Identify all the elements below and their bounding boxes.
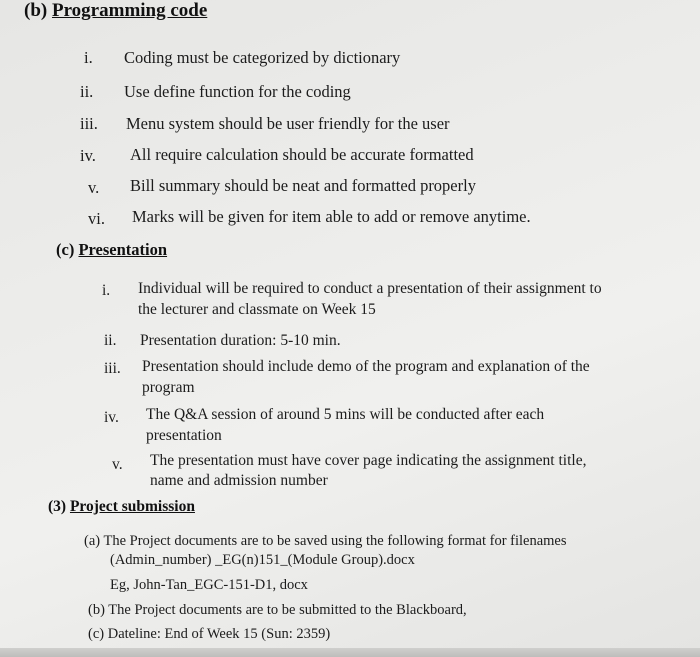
programming-item-2-text: Use define function for the coding <box>124 82 351 101</box>
section-heading-programming <box>24 0 207 22</box>
presentation-item-2-number: ii. <box>104 332 117 349</box>
presentation-item-3-line1: Presentation should include demo of the program and explanation of the <box>142 358 590 375</box>
section-title-programming: Programming code <box>51 0 208 21</box>
presentation-item-5-number: v. <box>112 456 123 473</box>
presentation-item-1-line2: the lecturer and classmate on Week 15 <box>138 301 376 318</box>
presentation-item-5-line2: name and admission number <box>150 472 328 489</box>
programming-item-3-number: iii. <box>80 114 98 133</box>
presentation-item-4-number: iv. <box>104 409 119 426</box>
programming-item-5-number: v. <box>88 178 100 197</box>
programming-item-4-text: All require calculation should be accurate formatted <box>130 145 474 164</box>
programming-item-4-number: iv. <box>80 146 96 165</box>
section-label-b: (b) <box>24 0 48 21</box>
programming-item-1-text: Coding must be categorized by dictionary <box>124 48 401 67</box>
submission-a-line3: Eg, John-Tan_EGC-151-D1, docx <box>110 577 308 593</box>
programming-item-6-number: vi. <box>88 209 105 228</box>
section-label-3: (3) <box>48 498 67 515</box>
programming-item-6-text: Marks will be given for item able to add or remove anytime. <box>132 207 531 226</box>
presentation-item-3-number: iii. <box>104 360 121 377</box>
programming-item-3-text: Menu system should be user friendly for the user <box>126 114 450 133</box>
section-title-presentation: Presentation <box>78 240 168 259</box>
section-heading-presentation <box>56 240 167 260</box>
presentation-item-2-line1: Presentation duration: 5-10 min. <box>140 332 341 349</box>
submission-b: (b) The Project documents are to be submitted to the Blackboard, <box>88 602 467 618</box>
page-bottom-edge <box>0 648 700 657</box>
section-label-c: (c) <box>56 240 75 259</box>
presentation-item-5-line1: The presentation must have cover page indicating the assignment title, <box>150 452 587 469</box>
presentation-item-3-line2: program <box>142 379 195 396</box>
presentation-item-1-number: i. <box>102 282 111 299</box>
submission-a-line1: (a) The Project documents are to be saved using the following format for filenames <box>84 533 567 549</box>
programming-item-5-text: Bill summary should be neat and formatted properly <box>130 176 476 195</box>
programming-item-2-number: ii. <box>80 82 94 101</box>
presentation-item-4-line2: presentation <box>146 427 222 444</box>
section-heading-submission <box>48 498 195 516</box>
submission-a-line2: (Admin_number) _EG(n)151_(Module Group).docx <box>110 552 415 568</box>
presentation-item-1-line1: Individual will be required to conduct a presentation of their assignment to <box>138 280 602 297</box>
presentation-item-4-line1: The Q&A session of around 5 mins will be conducted after each <box>146 406 545 423</box>
programming-item-1-number: i. <box>84 48 93 67</box>
submission-c: (c) Dateline: End of Week 15 (Sun: 2359) <box>88 626 331 642</box>
section-title-submission: Project submission <box>69 498 195 515</box>
